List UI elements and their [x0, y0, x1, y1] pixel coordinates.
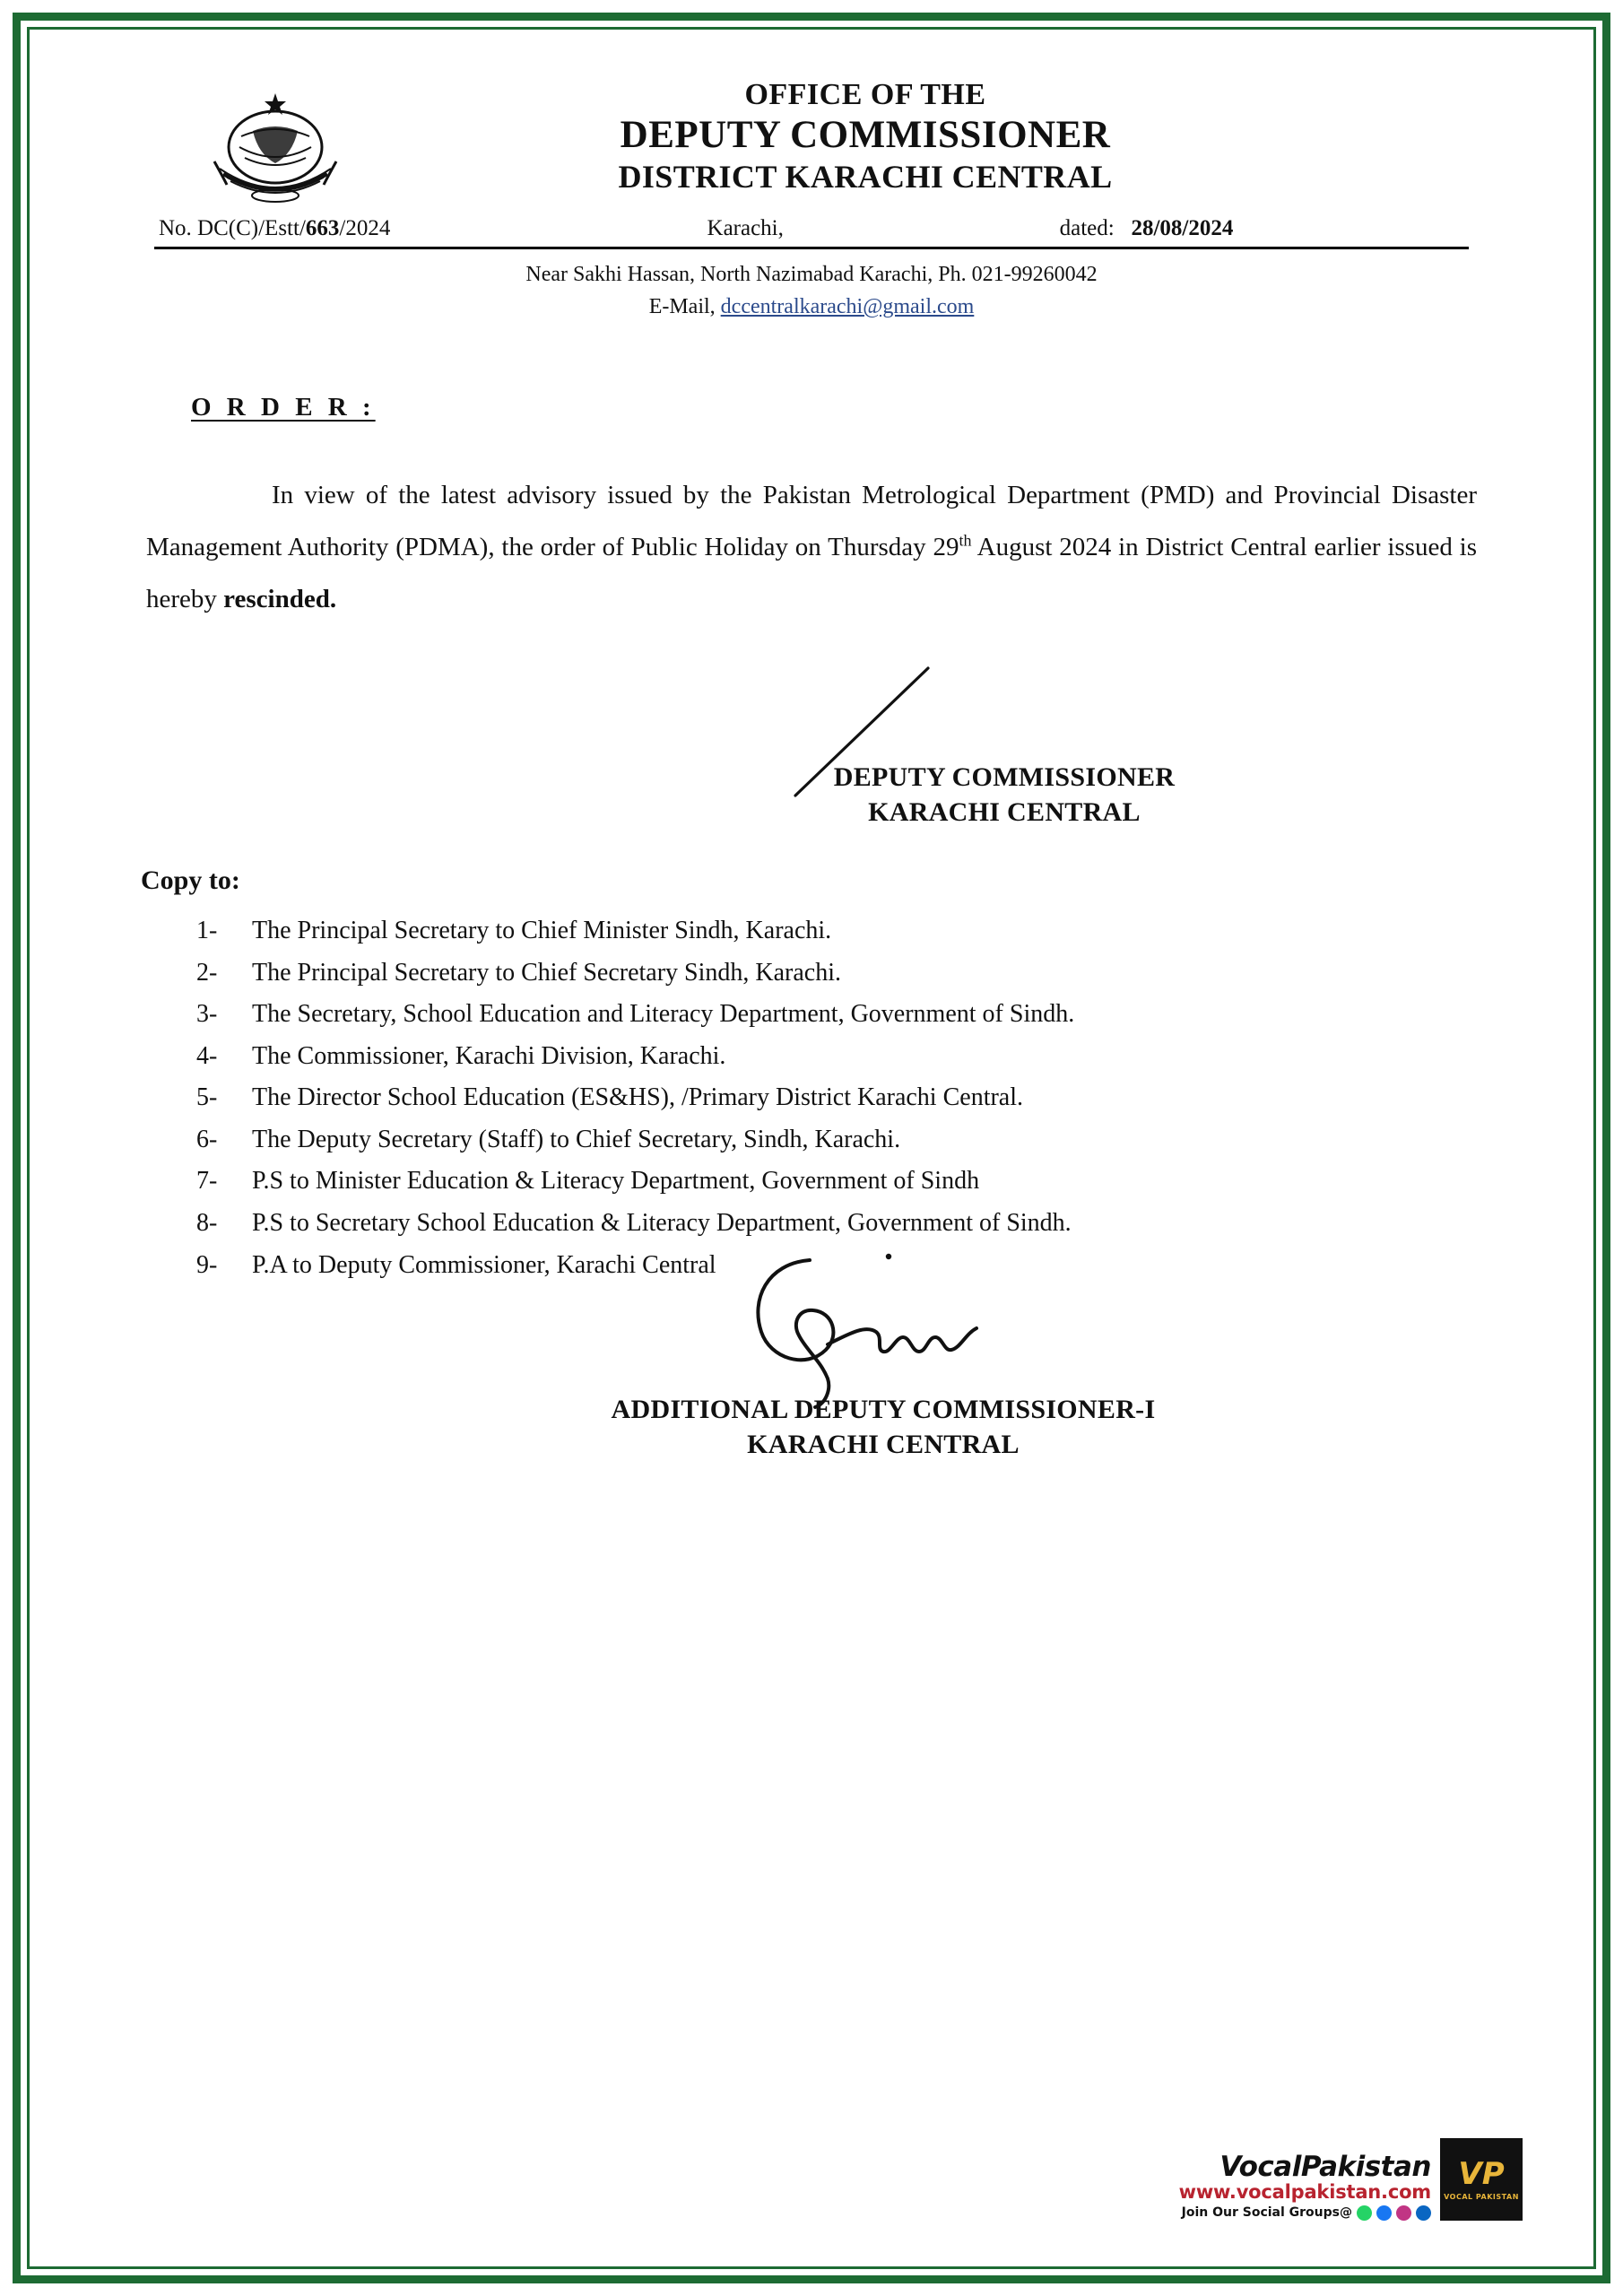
ordinal-suffix: th — [959, 531, 972, 550]
list-item — [196, 912, 1482, 951]
facebook-icon[interactable] — [1376, 2205, 1392, 2221]
list-item — [196, 996, 1482, 1034]
primary-signature-title: DEPUTY COMMISSIONER — [833, 762, 1176, 793]
list-item-number: 4- — [196, 1041, 218, 1070]
list-item-text: The Deputy Secretary (Staff) to Chief Secretary, Sindh, Karachi. — [252, 1125, 901, 1153]
paragraph-middle: August 2024 in District Central earlier issued is hereby — [146, 533, 1477, 614]
primary-signature-subtitle: KARACHI CENTRAL — [868, 797, 1141, 828]
list-item-number: 1- — [196, 917, 218, 945]
primary-signature-block — [141, 760, 1482, 830]
date-label: dated: — [1059, 216, 1115, 241]
date-value: 28/08/2024 — [1131, 216, 1234, 241]
letterhead — [47, 47, 1576, 323]
reference-number-serial: 663 — [305, 216, 340, 241]
office-email-row — [154, 291, 1469, 323]
brand-join-label: Join Our Social Groups@ — [1181, 2205, 1352, 2220]
list-item-text: P.S to Secretary School Education & Literacy Department, Government of Sindh. — [252, 1209, 1072, 1237]
list-item-number: 6- — [196, 1125, 218, 1153]
reference-city: Karachi, — [707, 216, 784, 241]
list-item-text: The Commissioner, Karachi Division, Karachi. — [252, 1041, 726, 1070]
list-item — [196, 1162, 1482, 1201]
reference-date — [1060, 216, 1464, 241]
paragraph-emphasis: rescinded. — [223, 585, 337, 614]
brand-watermark — [1179, 2138, 1523, 2221]
list-item-text: The Director School Education (ES&HS), /Primary District Karachi Central. — [252, 1083, 1024, 1112]
email-link[interactable]: dccentralkarachi@gmail.com — [720, 295, 975, 319]
office-address: Near Sakhi Hassan, North Nazimabad Karachi, Ph. 021-99260042 — [525, 263, 1098, 287]
secondary-signature-title: ADDITIONAL DEPUTY COMMISSIONER-I — [611, 1395, 1156, 1425]
brand-name: VocalPakistan — [1219, 2150, 1431, 2183]
list-item-number: 9- — [196, 1250, 218, 1279]
list-item-number: 5- — [196, 1083, 218, 1112]
list-item-text: P.S to Minister Education & Literacy Department, Government of Sindh — [252, 1167, 980, 1196]
brand-social-row — [1179, 2205, 1431, 2221]
letterhead-titles — [154, 77, 1469, 196]
order-heading: O R D E R : — [191, 393, 376, 422]
list-item-number: 2- — [196, 958, 218, 987]
district-karachi-central-label: DISTRICT KARACHI CENTRAL — [618, 158, 1113, 195]
list-item — [196, 1121, 1482, 1160]
list-item-number: 7- — [196, 1167, 218, 1196]
whatsapp-icon[interactable] — [1357, 2205, 1372, 2221]
document-content — [47, 47, 1576, 2249]
secondary-signature-block — [141, 1392, 1482, 1462]
brand-logo — [1440, 2138, 1523, 2221]
deputy-commissioner-label: DEPUTY COMMISSIONER — [620, 114, 1111, 157]
reference-number-year: /2024 — [339, 216, 391, 241]
brand-url[interactable]: www.vocalpakistan.com — [1178, 2180, 1431, 2203]
list-item-text: The Principal Secretary to Chief Minister Sindh, Karachi. — [252, 917, 832, 945]
office-of-the-label: OFFICE OF THE — [744, 78, 986, 111]
reference-row — [154, 216, 1469, 241]
list-item-number: 3- — [196, 1000, 218, 1029]
order-paragraph — [141, 469, 1482, 625]
brand-text-block — [1179, 2152, 1431, 2221]
brand-logo-subtext: VOCAL PAKISTAN — [1444, 2192, 1519, 2201]
list-item-text: The Principal Secretary to Chief Secretary Sindh, Karachi. — [252, 958, 841, 987]
header-divider — [154, 247, 1469, 249]
linkedin-icon[interactable] — [1416, 2205, 1431, 2221]
list-item-text: P.A to Deputy Commissioner, Karachi Central — [252, 1250, 716, 1279]
list-item — [196, 1205, 1482, 1243]
government-emblem-icon — [204, 91, 347, 208]
reference-number — [159, 216, 707, 241]
copy-to-list — [141, 912, 1482, 1284]
copy-to-heading: Copy to: — [141, 865, 240, 896]
list-item — [196, 1079, 1482, 1118]
instagram-icon[interactable] — [1396, 2205, 1411, 2221]
list-item — [196, 954, 1482, 993]
list-item-number: 8- — [196, 1209, 218, 1237]
list-item — [196, 1247, 1482, 1285]
secondary-signature-subtitle: KARACHI CENTRAL — [747, 1430, 1020, 1460]
document-body — [47, 393, 1576, 1462]
list-item — [196, 1038, 1482, 1076]
paragraph-lead: In view of the latest advisory issued by the Pakistan Metrological Department (PMD) and Provincial Disaster Management Authority (PDMA), the order of Public Holiday on Thursday 29 — [146, 481, 1477, 562]
brand-logo-mark: VP — [1458, 2155, 1505, 2192]
list-item-text: The Secretary, School Education and Literacy Department, Government of Sindh. — [252, 1000, 1075, 1029]
reference-number-prefix: No. DC(C)/Estt/ — [159, 216, 306, 241]
email-label: E-Mail, — [648, 295, 716, 319]
